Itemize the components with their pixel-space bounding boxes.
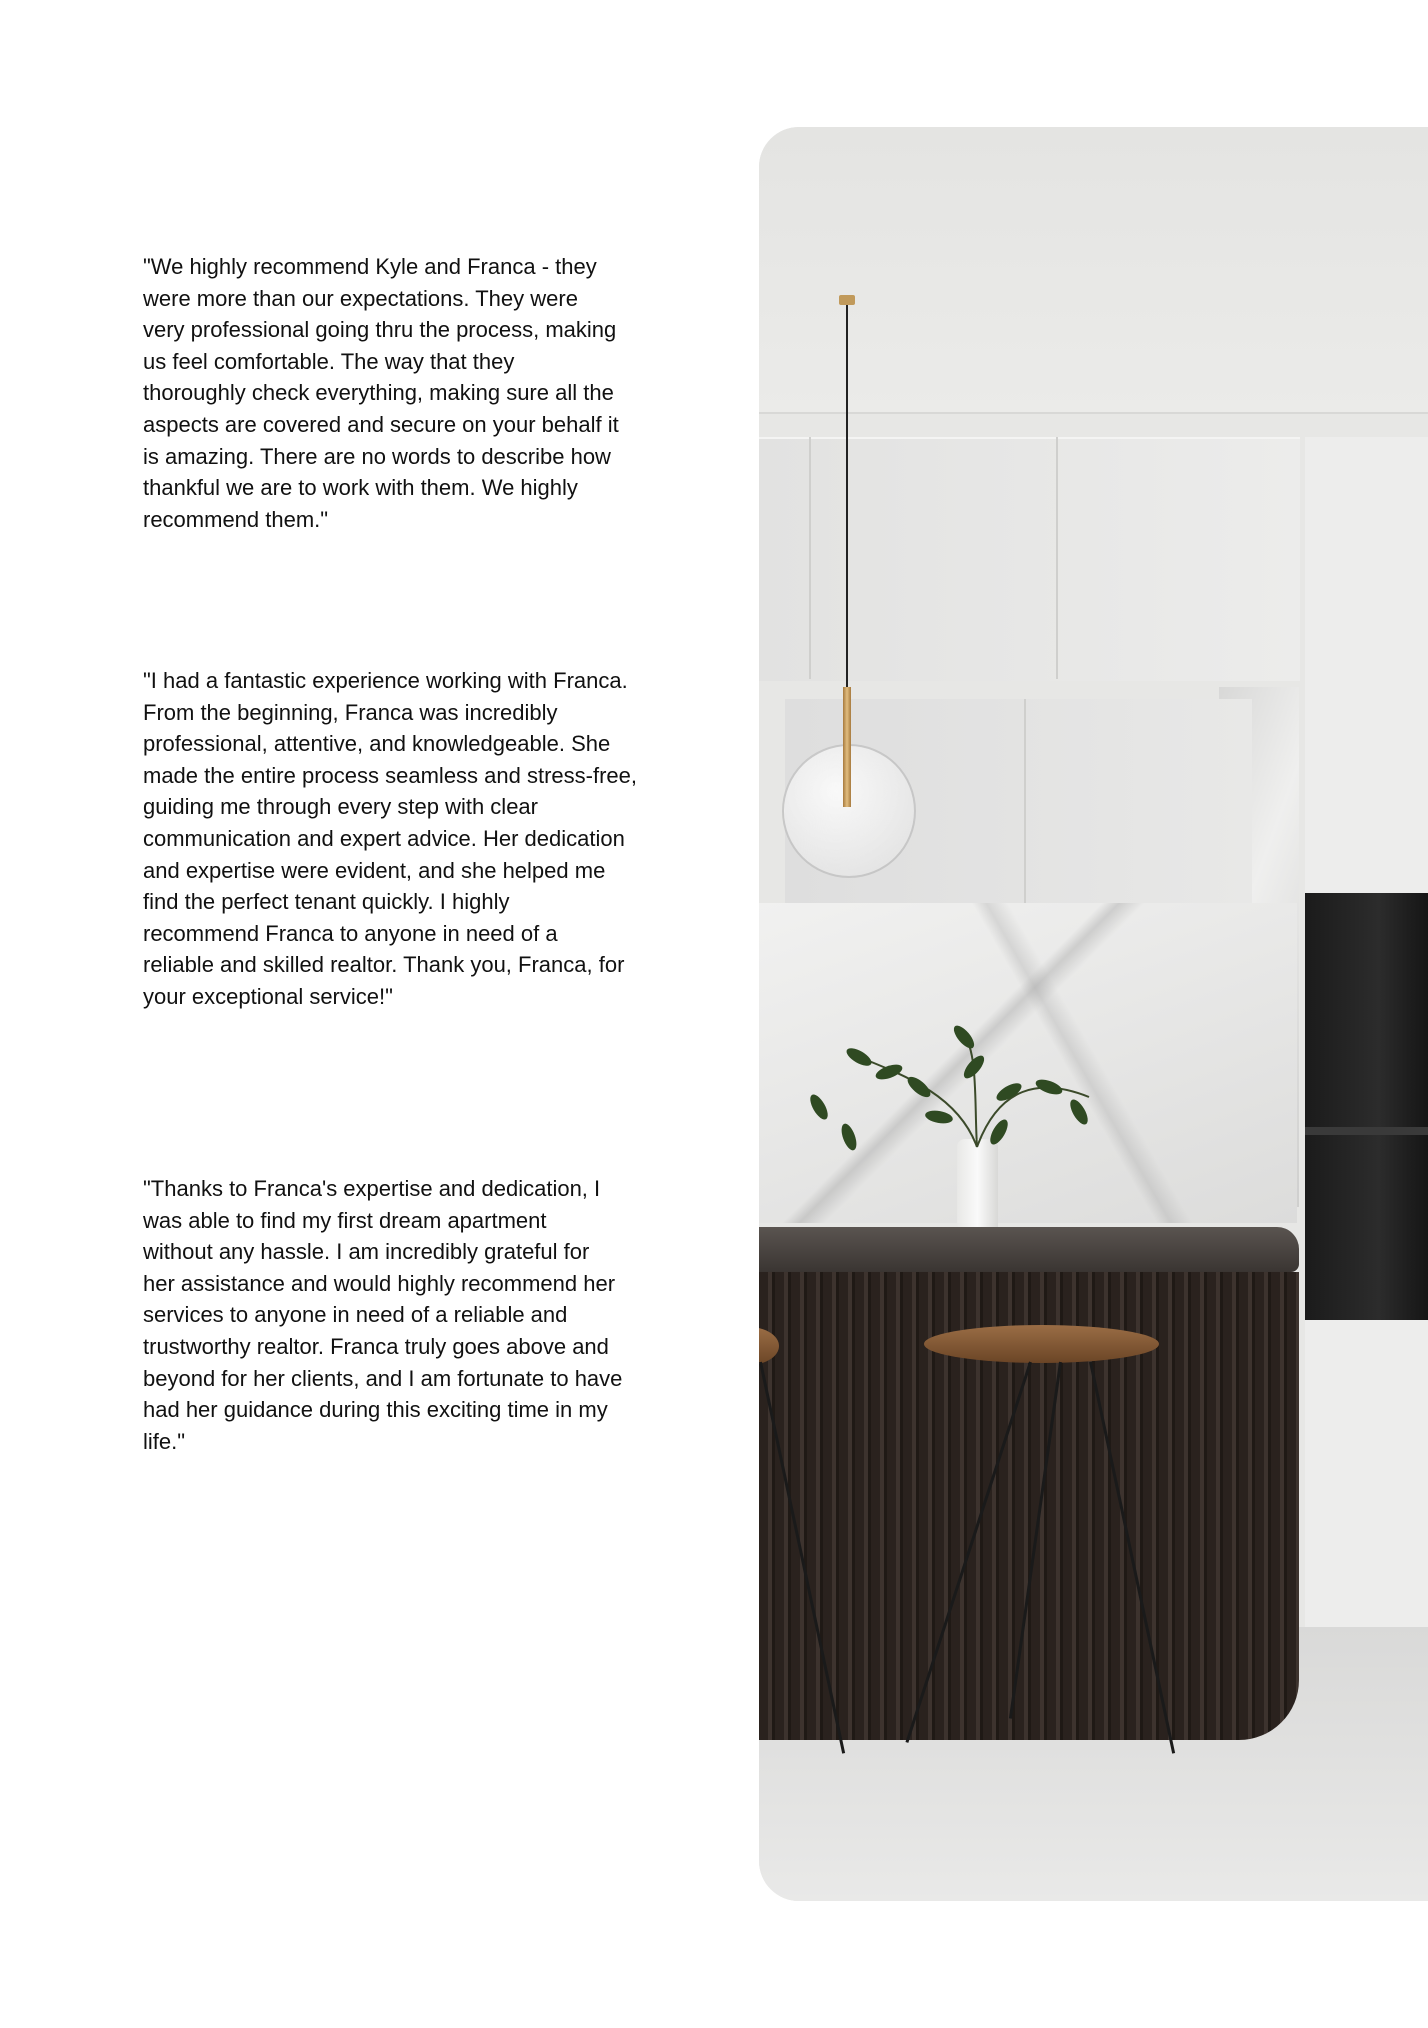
testimonial-line: find the perfect tenant quickly. I highly: [143, 889, 510, 915]
testimonial-line: From the beginning, Franca was incredibly: [143, 699, 558, 725]
testimonial-line: "We highly recommend Kyle and Franca - they: [143, 254, 597, 279]
oven: [1305, 893, 1428, 1320]
upper-cabinets: [759, 437, 1300, 681]
ceiling-line: [759, 412, 1428, 414]
testimonial-line: life.": [143, 1428, 186, 1454]
testimonial-line: guiding me through every step with clear: [143, 794, 538, 820]
ceiling: [759, 127, 1428, 412]
testimonial-line: beyond for her clients, and I am fortunate to have: [143, 1365, 623, 1391]
testimonial-line: very professional going thru the process, making: [143, 317, 617, 343]
cabinet-seam: [809, 437, 811, 679]
testimonial-line: thankful we are to work with them. We highly: [143, 475, 578, 501]
testimonial-line: is amazing. There are no words to describe how: [143, 443, 611, 469]
testimonial-line: aspects are covered and secure on your behalf it: [143, 411, 619, 437]
pendant-rod: [843, 687, 851, 807]
testimonial-line: us feel comfortable. The way that they: [143, 348, 515, 374]
testimonial-line: services to anyone in need of a reliable and: [143, 1302, 568, 1328]
cabinet-seam: [1024, 699, 1026, 903]
testimonial-1: [143, 251, 683, 535]
testimonial-line: communication and expert advice. Her dedication: [143, 825, 625, 851]
bar-stool-seat: [924, 1325, 1159, 1363]
testimonial-line: professional, attentive, and knowledgeable. She: [143, 731, 611, 757]
testimonial-line: "Thanks to Franca's expertise and dedication, I: [143, 1176, 601, 1201]
testimonial-line: without any hassle. I am incredibly grateful for: [143, 1239, 590, 1265]
testimonial-line: reliable and skilled realtor. Thank you, Franca, for: [143, 952, 625, 978]
pendant-cord: [846, 297, 848, 727]
oven-divider: [1305, 1127, 1428, 1135]
testimonial-line: were more than our expectations. They were: [143, 285, 578, 311]
testimonial-line: your exceptional service!": [143, 983, 393, 1009]
testimonial-line: was able to find my first dream apartment: [143, 1207, 547, 1233]
countertop: [759, 1227, 1299, 1272]
testimonial-2: [143, 665, 683, 1013]
pendant-canopy: [839, 295, 855, 305]
testimonial-line: and expertise were evident, and she helped me: [143, 857, 606, 883]
testimonial-3: [143, 1173, 683, 1457]
testimonial-line: made the entire process seamless and stress-free,: [143, 762, 638, 788]
testimonial-line: trustworthy realtor. Franca truly goes above and: [143, 1333, 609, 1359]
testimonial-line: her assistance and would highly recommend her: [143, 1270, 616, 1296]
kitchen-photo: [759, 127, 1428, 1901]
cabinet-seam: [1056, 437, 1058, 679]
testimonial-line: had her guidance during this exciting time in my: [143, 1397, 608, 1423]
testimonial-line: recommend Franca to anyone in need of a: [143, 920, 558, 946]
testimonial-line: "I had a fantastic experience working with Franca.: [143, 668, 628, 693]
testimonial-line: recommend them.": [143, 506, 329, 532]
testimonial-line: thoroughly check everything, making sure all the: [143, 380, 614, 406]
